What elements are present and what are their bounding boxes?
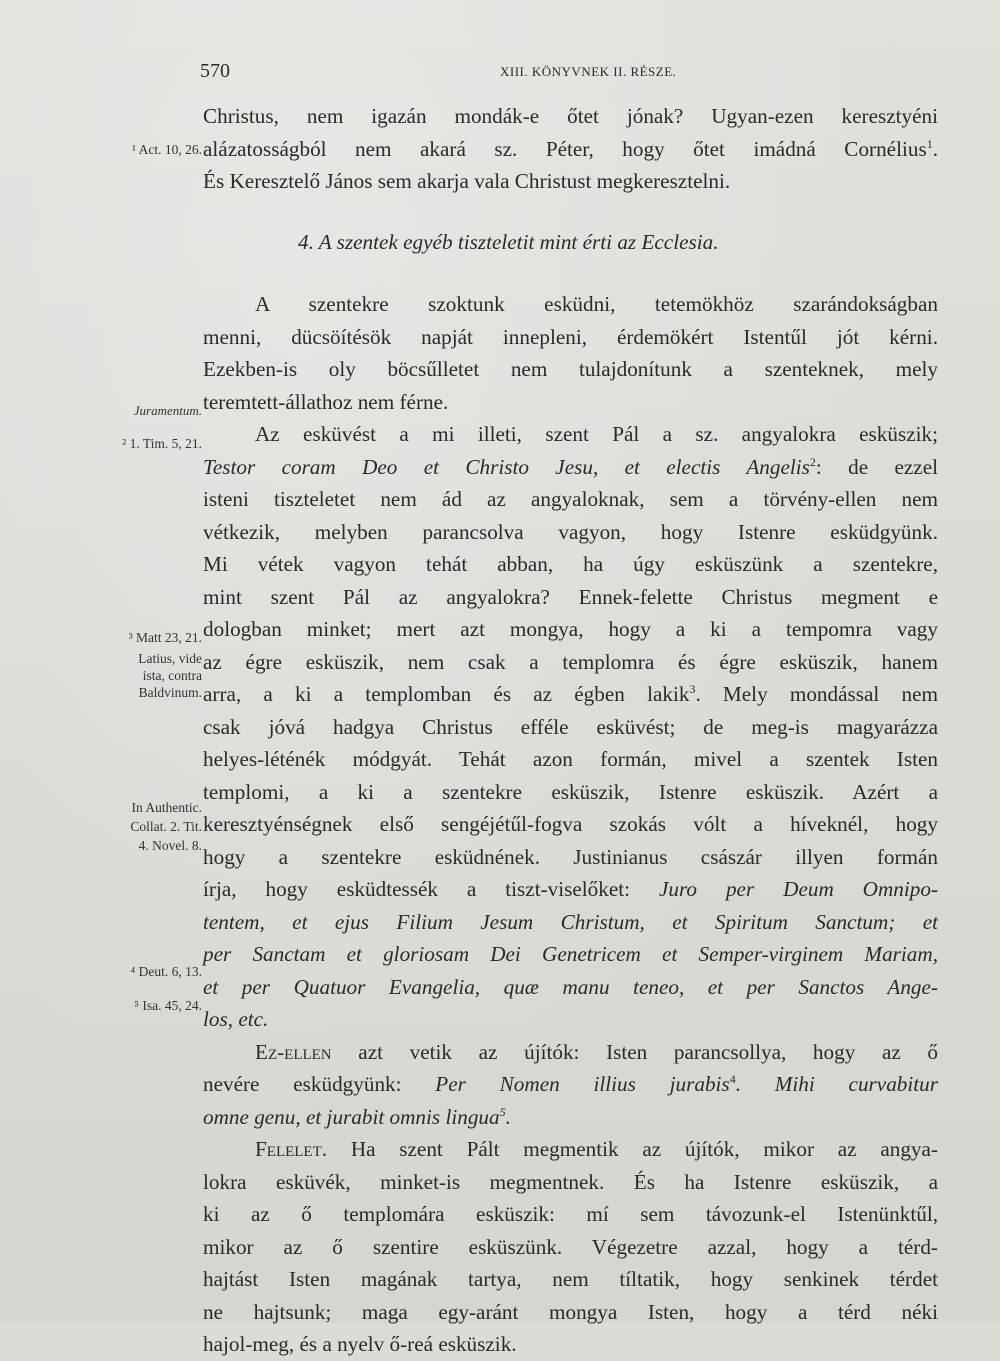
text-line: Ez-ellen azt vetik az újítók: Isten parancsollya, hogy az ő bbox=[255, 1039, 938, 1064]
text-line: az égre esküszik, nem csak a templomra és égre esküszik, hanem bbox=[203, 649, 938, 674]
section-heading: 4. A szentek egyéb tiszteletit mint érti az Ecclesia. bbox=[298, 229, 719, 254]
margin-note: ² 1. Tim. 5, 21. bbox=[122, 436, 202, 451]
margin-note: ⁵ Isa. 45, 24. bbox=[134, 998, 202, 1013]
text-line: keresztyénségnek első sengéjétűl-fogva szokás vólt a híveknél, hogy bbox=[203, 812, 938, 836]
text-line: menni, dücsöítésök napját innepleni, érdemökért Istentűl jót kérni. bbox=[203, 324, 938, 349]
text-line: ne hajtsunk; maga egy-aránt mongya Isten, hogy a térd néki bbox=[203, 1299, 938, 1324]
text-line: vétkezik, melyben parancsolva vagyon, hogy Istenre esküdgyünk. bbox=[203, 519, 938, 544]
text-line: tentem, et ejus Filium Jesum Christum, et Spiritum Sanctum; et bbox=[203, 909, 938, 934]
margin-note: Baldvinum. bbox=[138, 685, 202, 700]
text-line: ki az ő templomára esküszik: mí sem távozunk-el Istenünktűl, bbox=[203, 1202, 938, 1226]
text-line: arra, a ki a templomban és az égben lakik$^3$. Mely mondással nem bbox=[203, 682, 938, 706]
text-line: És Keresztelő János sem akarja vala Christust megkeresztelni. bbox=[203, 169, 731, 193]
text-line: per Sanctam et gloriosam Dei Genetricem et Semper-virginem Mariam, bbox=[203, 942, 938, 966]
footnote-mark: 3 bbox=[689, 682, 696, 696]
page-number: 570 bbox=[200, 60, 230, 82]
margin-note: In Authentic. bbox=[131, 800, 202, 815]
margin-note: ⁴ Deut. 6, 13. bbox=[130, 964, 202, 979]
margin-note: ista, contra bbox=[142, 668, 202, 683]
text-line: teremtett-állathoz nem férne. bbox=[203, 389, 449, 414]
body-text bbox=[203, 100, 938, 1361]
text-line: et per Quatuor Evangelia, quæ manu teneo, et per Sanctos Ange- bbox=[203, 974, 938, 999]
margin-note: ³ Matt 23, 21. bbox=[128, 630, 202, 645]
text-line: dologban minket; mert azt mongya, hogy a ki a tempomra vagy bbox=[203, 617, 938, 641]
running-head: XIII. KÖNYVNEK II. RÉSZE. bbox=[500, 64, 677, 79]
text-line: Mi vétek vagyon tehát abban, ha úgy esküszünk a szentekre, bbox=[203, 552, 938, 576]
text-line: isteni tiszteletet nem ád az angyaloknak, sem a törvény-ellen nem bbox=[203, 487, 938, 511]
margin-note: Juramentum. bbox=[133, 403, 202, 418]
text-line: hogy a szentekre esküdnének. Justinianus császár illyen formán bbox=[203, 844, 938, 869]
footnote-mark: 5 bbox=[499, 1104, 506, 1119]
footnote-mark: 2 bbox=[809, 454, 816, 469]
text-line: A szentekre szoktunk esküdni, tetemökhöz szarándokságban bbox=[255, 292, 938, 316]
text-line: hajol-meg, és a nyelv ő-reá esküszik. bbox=[203, 1332, 517, 1356]
text-line: los, etc. bbox=[203, 1007, 269, 1031]
text-line: Testor coram Deo et Christo Jesu, et electis Angelis$^2$: de ezzel bbox=[203, 454, 939, 479]
text-line: lokra esküvék, minket-is megmentnek. És ha Istenre esküszik, a bbox=[203, 1169, 938, 1194]
text-line: mint szent Pál az angyalokra? Ennek-felette Christus megment e bbox=[203, 584, 938, 609]
text-line: Christus, nem igazán mondák-e őtet jónak? Ugyan-ezen keresztyéni bbox=[203, 104, 938, 128]
margin-note: Latius, vide bbox=[138, 651, 202, 666]
text-line: templomi, a ki a szentekre esküszik, Istenre esküszik. Azért a bbox=[203, 779, 938, 804]
text-line: Ezekben-is oly böcsűlletet nem tulajdonítunk a szenteknek, mely bbox=[203, 357, 938, 381]
margin-note: ¹ Act. 10, 26. bbox=[131, 142, 202, 157]
text-line: írja, hogy esküdtessék a tiszt-viselőket: Juro per Deum Omnipo- bbox=[203, 877, 939, 901]
text-line: Az esküvést a mi illeti, szent Pál a sz. angyalokra esküszik; bbox=[255, 422, 938, 446]
text-line: mikor az ő szentire esküszünk. Végezetre azzal, hogy a térd- bbox=[203, 1234, 938, 1259]
text-line: Felelet. Ha szent Pált megmentik az újítók, mikor az angya- bbox=[255, 1137, 938, 1161]
footnote-mark: 4 bbox=[729, 1072, 736, 1086]
margin-note: 4. Novel. 8. bbox=[138, 838, 202, 853]
text-line: alázatosságból nem akará sz. Péter, hogy őtet imádná Cornélius$^1$. bbox=[203, 136, 938, 161]
margin-note: Collat. 2. Tit. bbox=[130, 819, 202, 834]
text-line: omne genu, et jurabit omnis lingua$^5$. bbox=[203, 1104, 511, 1129]
footnote-mark: 1 bbox=[926, 136, 933, 151]
text-line: nevére esküdgyünk: Per Nomen illius jurabis$^4$. Mihi curvabitur bbox=[203, 1072, 939, 1096]
text-line: helyes-léténék módgyát. Tehát azon formán, mivel a szentek Isten bbox=[203, 747, 938, 771]
text-line: hajtást Isten magának tartya, nem tíltatik, hogy senkinek térdet bbox=[203, 1267, 938, 1291]
text-line: csak jóvá hadgya Christus efféle esküvést; de meg-is magyarázza bbox=[203, 714, 938, 739]
page-header bbox=[200, 60, 940, 90]
